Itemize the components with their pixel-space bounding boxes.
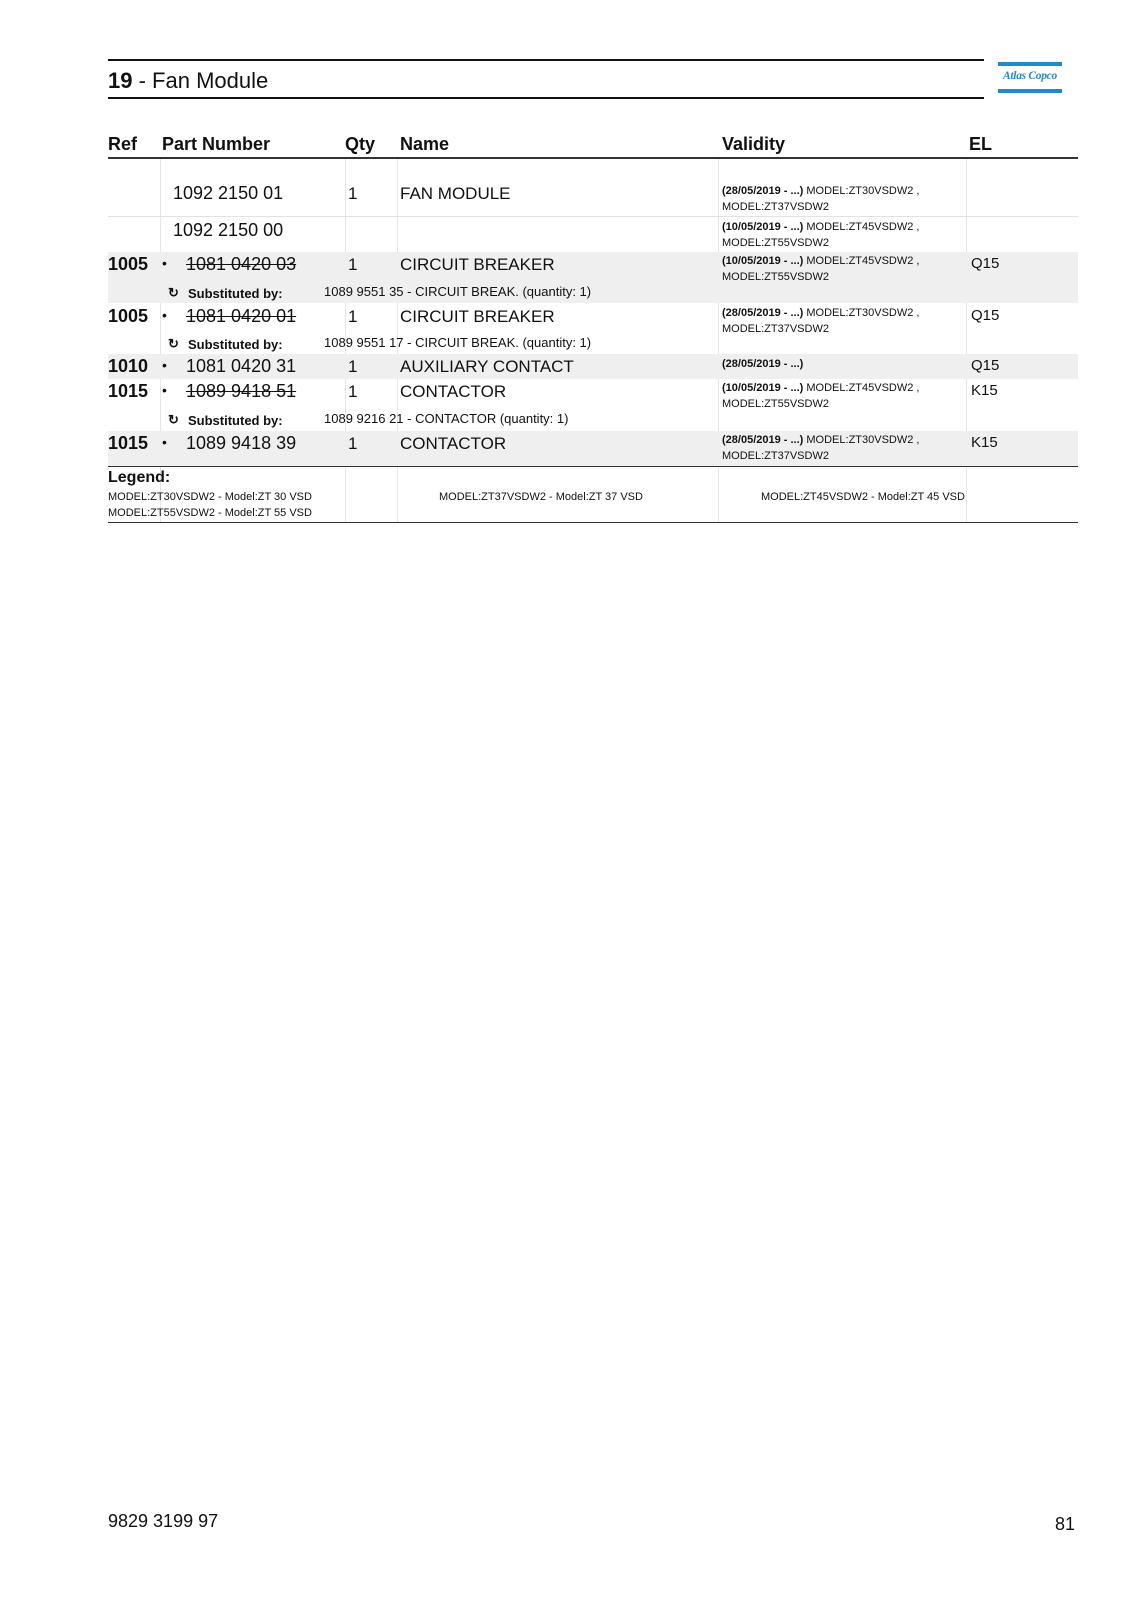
validity-models: MODEL:ZT45VSDW2 , MODEL:ZT55VSDW2 (722, 221, 920, 249)
ref-number: 1010 (108, 356, 149, 376)
bullet-icon: • (162, 357, 167, 373)
substitution-note (108, 334, 1078, 354)
bullet-icon: • (162, 255, 167, 271)
el-code: Q15 (971, 255, 1000, 272)
quantity: 1 (348, 434, 358, 453)
page-title (108, 68, 268, 94)
legend (108, 466, 1078, 523)
col-part-number-header: Part Number (162, 134, 271, 154)
table-row (108, 354, 1078, 379)
legend-item: MODEL:ZT37VSDW2 - Model:ZT 37 VSD (439, 491, 643, 503)
substitution-note (108, 410, 1078, 430)
validity-date: (28/05/2019 - ...) (722, 434, 804, 446)
validity (722, 380, 962, 412)
el-code: Q15 (971, 357, 1000, 374)
part-number: 1081 0420 01 (186, 306, 297, 326)
page-number: 81 (1055, 1514, 1076, 1534)
part-number: 1092 2150 00 (173, 220, 284, 240)
col-qty-header: Qty (345, 134, 376, 154)
substitution-label: Substituted by: (188, 337, 283, 352)
legend-item: MODEL:ZT55VSDW2 - Model:ZT 55 VSD (108, 507, 312, 519)
table-row (108, 172, 1078, 217)
validity (722, 219, 962, 251)
substitution-text: 1089 9216 21 - CONTACTOR (quantity: 1) (324, 411, 569, 426)
bullet-icon: • (162, 307, 167, 323)
table-header (108, 130, 1078, 159)
refresh-icon: ↻ (168, 412, 179, 427)
ref-number: 1005 (108, 306, 149, 326)
part-name: AUXILIARY CONTACT (400, 357, 574, 376)
section-number: 19 (108, 68, 133, 93)
part-number: 1081 0420 31 (186, 356, 297, 376)
validity-models: MODEL:ZT30VSDW2 , MODEL:ZT37VSDW2 (722, 307, 920, 335)
table-row (108, 431, 1078, 466)
validity-date: (28/05/2019 - ...) (722, 307, 804, 319)
col-el-header: EL (969, 134, 993, 154)
quantity: 1 (348, 184, 358, 203)
validity-models: MODEL:ZT45VSDW2 , MODEL:ZT55VSDW2 (722, 255, 920, 283)
refresh-icon: ↻ (168, 336, 179, 351)
refresh-icon: ↻ (168, 285, 179, 300)
part-number: 1081 0420 03 (186, 254, 297, 274)
logo-band-bottom (998, 89, 1062, 93)
el-code: K15 (971, 382, 998, 399)
part-name: FAN MODULE (400, 184, 511, 203)
quantity: 1 (348, 357, 358, 376)
part-number: 1092 2150 01 (173, 183, 284, 203)
validity (722, 183, 962, 215)
quantity: 1 (348, 307, 358, 326)
validity-models: MODEL:ZT45VSDW2 , MODEL:ZT55VSDW2 (722, 382, 920, 410)
quantity: 1 (348, 382, 358, 401)
validity (722, 305, 962, 337)
ref-number: 1015 (108, 381, 149, 401)
document-number: 9829 3199 97 (108, 1511, 219, 1531)
validity-date: (10/05/2019 - ...) (722, 382, 804, 394)
validity (722, 432, 962, 464)
el-code: K15 (971, 434, 998, 451)
ref-number: 1015 (108, 433, 149, 453)
title-separator: - (132, 68, 153, 93)
bullet-icon: • (162, 382, 167, 398)
quantity: 1 (348, 255, 358, 274)
validity (722, 356, 962, 372)
bullet-icon: • (162, 434, 167, 450)
validity-date: (10/05/2019 - ...) (722, 221, 804, 233)
logo-band-top (998, 62, 1062, 66)
col-name-header: Name (400, 134, 450, 154)
part-name: CONTACTOR (400, 382, 507, 401)
section-title: Fan Module (152, 68, 269, 93)
substitution-text: 1089 9551 35 - CIRCUIT BREAK. (quantity: 1) (324, 284, 592, 299)
validity-date: (10/05/2019 - ...) (722, 255, 804, 267)
part-number: 1089 9418 39 (186, 433, 297, 453)
legend-title: Legend: (108, 469, 171, 486)
part-number: 1089 9418 51 (186, 381, 297, 401)
part-name: CIRCUIT BREAKER (400, 307, 555, 326)
legend-item: MODEL:ZT45VSDW2 - Model:ZT 45 VSD (761, 491, 965, 503)
validity (722, 253, 962, 285)
el-code: Q15 (971, 307, 1000, 324)
atlas-copco-logo (998, 62, 1062, 93)
part-name: CONTACTOR (400, 434, 507, 453)
substitution-text: 1089 9551 17 - CIRCUIT BREAK. (quantity: 1) (324, 335, 592, 350)
page-header (108, 59, 984, 99)
col-validity-header: Validity (722, 134, 786, 154)
legend-item: MODEL:ZT30VSDW2 - Model:ZT 30 VSD (108, 491, 312, 503)
validity-models: MODEL:ZT30VSDW2 , MODEL:ZT37VSDW2 (722, 434, 920, 462)
col-ref-header: Ref (108, 134, 138, 154)
substitution-label: Substituted by: (188, 413, 283, 428)
validity-date: (28/05/2019 - ...) (722, 358, 804, 370)
part-name: CIRCUIT BREAKER (400, 255, 555, 274)
ref-number: 1005 (108, 254, 149, 274)
validity-models: MODEL:ZT30VSDW2 , MODEL:ZT37VSDW2 (722, 185, 920, 213)
substitution-note (108, 283, 1078, 303)
validity-date: (28/05/2019 - ...) (722, 185, 804, 197)
logo-wordmark: Atlas Copco (1003, 70, 1057, 82)
substitution-label: Substituted by: (188, 286, 283, 301)
table-row (108, 217, 1078, 252)
